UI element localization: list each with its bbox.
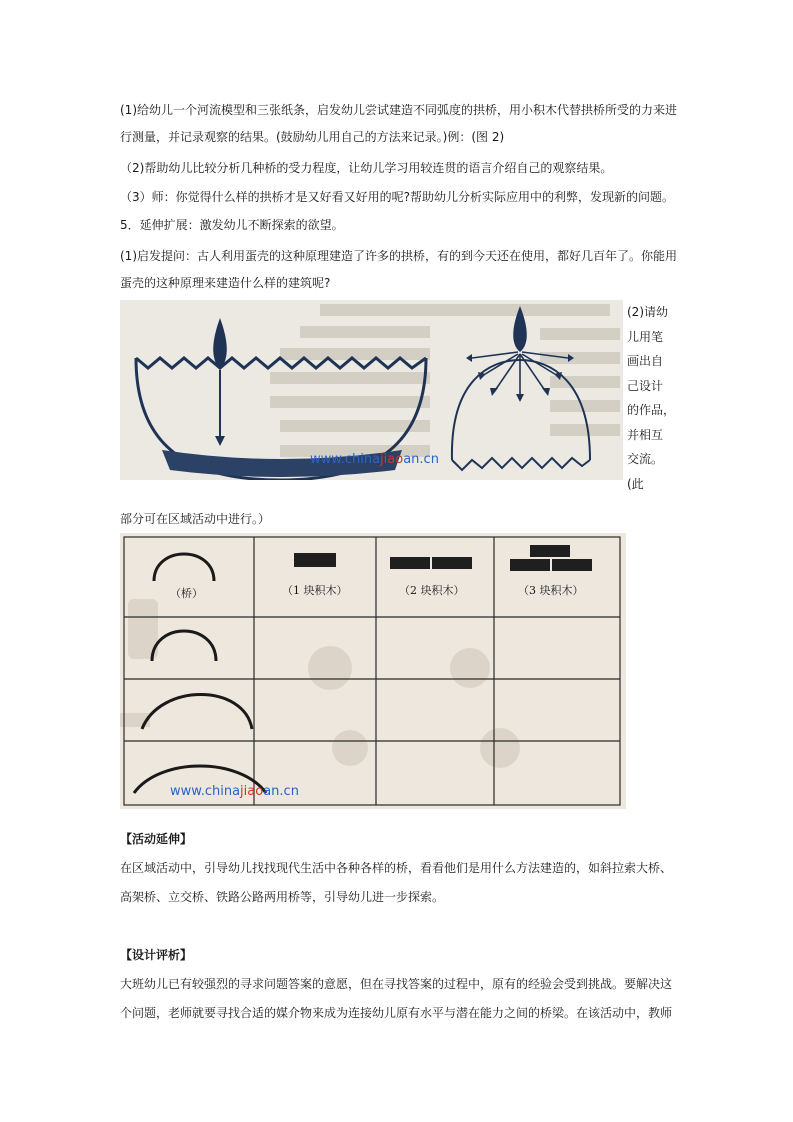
block-three-top bbox=[530, 545, 570, 557]
table-header-one-block: （1 块积木） bbox=[282, 584, 348, 597]
extension-line-2: 高架桥、立交桥、铁路公路两用桥等，引导幼儿进一步探索。 bbox=[120, 890, 445, 904]
paragraph-4: 5．延伸扩展：激发幼儿不断探索的欲望。 bbox=[120, 218, 344, 232]
watermark-part-3: an.cn bbox=[403, 452, 439, 467]
side-line: 己设计 bbox=[627, 378, 664, 393]
block-three-left bbox=[510, 559, 550, 571]
paragraph-3: （3）师：你觉得什么样的拱桥才是又好看又好用的呢?帮助幼儿分析实际应用中的利弊，发现新的问题。 bbox=[120, 190, 675, 204]
paragraph-5-line-2: 蛋壳的这种原理来建造什么样的建筑呢? bbox=[120, 276, 331, 290]
eggshell-figure bbox=[120, 300, 623, 480]
section-title-extension: 【活动延伸】 bbox=[120, 832, 193, 846]
side-line: 并相互 bbox=[627, 427, 664, 442]
side-line: 交流。(此 bbox=[627, 452, 664, 491]
arch-row-1 bbox=[152, 631, 216, 661]
paragraph-1-line-2: 行测量，并记录观察的结果。(鼓励幼儿用自己的方法来记录。)例：(图 2) bbox=[120, 130, 505, 144]
block-two-left bbox=[390, 557, 430, 569]
side-line: 画出自 bbox=[627, 354, 664, 368]
block-three-right bbox=[552, 559, 592, 571]
extension-line-1: 在区域活动中，引导幼儿找找现代生活中各种各样的桥，看看他们是用什么方法建造的，如斜拉索大桥、 bbox=[120, 861, 673, 875]
paragraph-2: （2)帮助幼儿比较分析几种桥的受力程度，让幼儿学习用较连贯的语言介绍自己的观察结果。 bbox=[120, 161, 613, 175]
table-header-three-blocks: （3 块积木） bbox=[518, 584, 584, 597]
side-line: 儿用笔 bbox=[627, 329, 664, 344]
block-two-right bbox=[432, 557, 472, 569]
side-line: (2)请幼 bbox=[627, 305, 668, 319]
watermark-part-2: jiao bbox=[380, 452, 404, 467]
bridge-record-table bbox=[120, 533, 626, 809]
paragraph-5-line-1: (1)启发提问：古人利用蛋壳的这种原理建造了许多的拱桥，有的到今天还在使用，都好几百年了。你能用 bbox=[120, 249, 678, 263]
after-figure-text: 部分可在区域活动中进行。） bbox=[120, 512, 271, 526]
side-line: 的作品， bbox=[627, 403, 676, 417]
section-title-analysis: 【设计评析】 bbox=[120, 948, 193, 962]
analysis-line-1: 大班幼儿已有较强烈的寻求问题答案的意愿，但在寻找答案的过程中，原有的经验会受到挑战。要解决这 bbox=[120, 977, 673, 991]
watermark bbox=[170, 784, 299, 799]
arch-row-2 bbox=[142, 695, 252, 730]
paragraph-1-line-1: (1)给幼儿一个河流模型和三张纸条，启发幼儿尝试建造不同弧度的拱桥，用小积木代替拱桥所受的力来进 bbox=[120, 103, 678, 117]
block-one bbox=[294, 553, 336, 567]
side-paragraph bbox=[627, 300, 677, 496]
arch-header bbox=[154, 554, 214, 581]
watermark bbox=[310, 452, 439, 467]
watermark-part-1: www.china bbox=[170, 784, 241, 799]
analysis-line-2: 个问题，老师就要寻找合适的媒介物来成为连接幼儿原有水平与潜在能力之间的桥梁。在该活动中，教师 bbox=[120, 1006, 673, 1020]
table-header-two-blocks: （2 块积木） bbox=[399, 584, 465, 597]
table-header-bridge: （桥） bbox=[170, 587, 203, 600]
watermark-part-1: www.china bbox=[310, 452, 381, 467]
watermark-part-3: an.cn bbox=[263, 784, 299, 799]
watermark-part-2: jiao bbox=[240, 784, 264, 799]
